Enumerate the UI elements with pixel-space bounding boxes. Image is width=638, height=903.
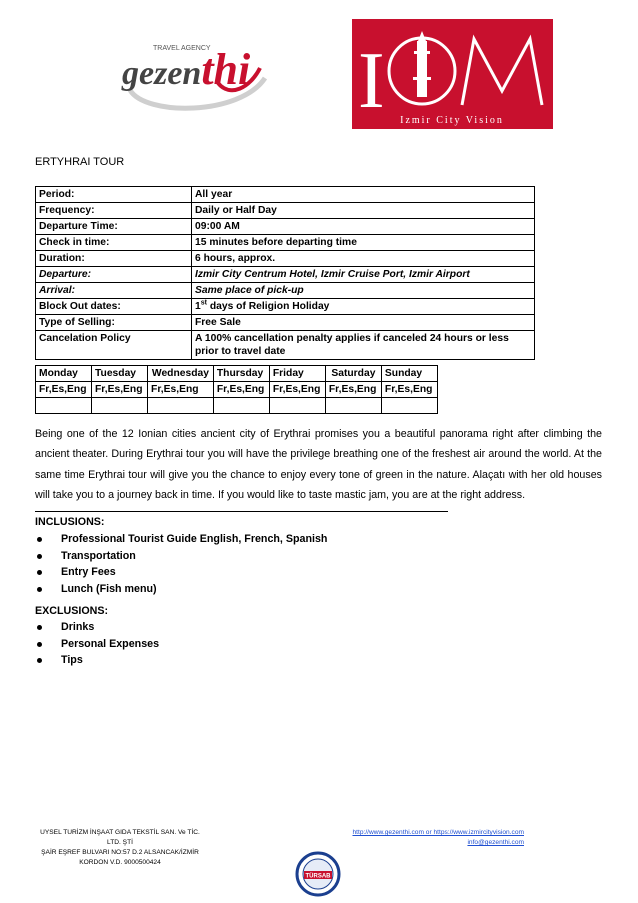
info-label: Departure Time:	[36, 219, 192, 235]
info-label: Type of Selling:	[36, 315, 192, 331]
info-label: Arrival:	[36, 283, 192, 299]
empty-cell	[92, 398, 148, 414]
info-value: All year	[192, 187, 535, 203]
info-value: 15 minutes before departing time	[192, 235, 535, 251]
divider	[35, 511, 448, 512]
tour-info-table	[35, 186, 535, 360]
footer-address: ŞAİR EŞREF BULVARI NO:57 D.2 ALSANCAK/İZMİR	[41, 849, 199, 856]
list-item-text: Lunch (Fish menu)	[61, 582, 157, 595]
schedule-table	[35, 365, 438, 414]
list-item-text: Personal Expenses	[61, 637, 160, 650]
bullet-icon	[37, 554, 42, 559]
day-header: Tuesday	[92, 366, 148, 382]
day-languages: Fr,Es,Eng	[213, 382, 269, 398]
tour-description: Being one of the 12 Ionian cities ancient city of Erythrai promises you a beautiful panorama right after climbing the ancient theater. During Erythrai tour you will have the privilege breathing one of the freshest air around the world. At the same time Erythrai tour will give you the chance to enjoy every tone of green in the nature. Alaçatı with her old houses will take you to a journey back in time. If you would like to taste mastic jam, you are at the right address.	[35, 428, 602, 501]
bullet-icon	[37, 587, 42, 592]
info-value: 09:00 AM	[192, 219, 535, 235]
day-header: Wednesday	[148, 366, 214, 382]
bullet-icon	[37, 537, 42, 542]
schedule-languages-row	[36, 382, 438, 398]
icv-logo-graphic	[352, 19, 553, 129]
inclusions-list	[35, 531, 327, 597]
email-link[interactable]: info@gezenthi.com	[467, 839, 524, 846]
info-label: Departure:	[36, 267, 192, 283]
footer-contact	[300, 828, 524, 848]
info-label: Block Out dates:	[36, 299, 192, 315]
empty-cell	[213, 398, 269, 414]
day-languages: Fr,Es,Eng	[92, 382, 148, 398]
info-row	[36, 187, 535, 203]
list-item	[35, 531, 327, 548]
empty-cell	[381, 398, 437, 414]
svg-text:I: I	[358, 37, 385, 125]
info-label: Frequency:	[36, 203, 192, 219]
info-value-prefix: 1	[195, 301, 201, 312]
info-row	[36, 267, 535, 283]
empty-cell	[36, 398, 92, 414]
day-header: Sunday	[381, 366, 437, 382]
schedule-empty-row	[36, 398, 438, 414]
tour-title: ERTYHRAI TOUR	[35, 156, 125, 168]
list-item-text: Transportation	[61, 549, 136, 562]
info-value: Free Sale	[192, 315, 535, 331]
info-value: Daily or Half Day	[192, 203, 535, 219]
day-languages: Fr,Es,Eng	[381, 382, 437, 398]
inclusions-heading: INCLUSIONS:	[35, 516, 105, 528]
info-row	[36, 251, 535, 267]
day-header: Saturday	[325, 366, 381, 382]
list-item-text: Professional Tourist Guide English, French, Spanish	[61, 533, 328, 545]
tursab-badge	[295, 851, 341, 897]
day-languages: Fr,Es,Eng	[36, 382, 92, 398]
day-header: Thursday	[213, 366, 269, 382]
list-item-text: Drinks	[61, 621, 95, 633]
info-value-suffix: days of Religion Holiday	[206, 301, 330, 312]
schedule-days-row	[36, 366, 438, 382]
bullet-icon	[37, 570, 42, 575]
info-value: Same place of pick-up	[192, 283, 535, 299]
gezenthi-logo-graphic	[100, 28, 280, 118]
bullet-icon	[37, 625, 42, 630]
info-row	[36, 299, 535, 315]
list-item	[35, 548, 327, 565]
list-item	[35, 636, 159, 653]
list-item	[35, 581, 327, 598]
info-row	[36, 283, 535, 299]
day-header: Friday	[269, 366, 325, 382]
empty-cell	[269, 398, 325, 414]
list-item-text: Entry Fees	[61, 566, 116, 578]
empty-cell	[325, 398, 381, 414]
website-link[interactable]: http://www.gezenthi.com or https://www.izmircityvision.com	[352, 829, 524, 836]
info-label: Duration:	[36, 251, 192, 267]
info-row	[36, 203, 535, 219]
list-item	[35, 564, 327, 581]
list-item	[35, 619, 159, 636]
day-languages: Fr,Es,Eng	[148, 382, 214, 398]
day-languages: Fr,Es,Eng	[269, 382, 325, 398]
logo-wordmark: gezenthi	[122, 45, 251, 94]
day-header: Monday	[36, 366, 92, 382]
info-label: Check in time:	[36, 235, 192, 251]
bullet-icon	[37, 642, 42, 647]
footer-company-info	[35, 828, 205, 868]
info-value	[192, 299, 535, 315]
info-label: Period:	[36, 187, 192, 203]
info-value-sup: st	[200, 299, 207, 307]
footer-company: UYSEL TURİZM İNŞAAT GIDA TEKSTİL SAN. Ve TİC. LTD. ŞTİ	[40, 829, 200, 846]
tursab-badge-graphic	[295, 851, 341, 897]
info-value: 6 hours, approx.	[192, 251, 535, 267]
icv-tagline: Izmir City Vision	[400, 115, 504, 126]
day-languages: Fr,Es,Eng	[325, 382, 381, 398]
bullet-icon	[37, 658, 42, 663]
footer-tax: KORDON V.D. 9000500424	[79, 859, 161, 866]
exclusions-heading: EXCLUSIONS:	[35, 605, 109, 617]
gezenthi-logo	[100, 28, 280, 118]
tursab-label: TÜRSAB	[305, 873, 331, 880]
info-value: Izmir City Centrum Hotel, Izmir Cruise Port, Izmir Airport	[192, 267, 535, 283]
info-row	[36, 315, 535, 331]
list-item	[35, 652, 159, 669]
info-label: Cancelation Policy	[36, 331, 192, 360]
empty-cell	[148, 398, 214, 414]
info-value: A 100% cancellation penalty applies if canceled 24 hours or less prior to travel date	[192, 331, 535, 360]
info-row	[36, 219, 535, 235]
list-item-text: Tips	[61, 654, 83, 666]
exclusions-list	[35, 619, 159, 669]
info-row	[36, 235, 535, 251]
izmir-city-vision-logo	[352, 19, 553, 129]
logo-tagline: TRAVEL AGENCY	[153, 45, 211, 52]
info-row	[36, 331, 535, 360]
